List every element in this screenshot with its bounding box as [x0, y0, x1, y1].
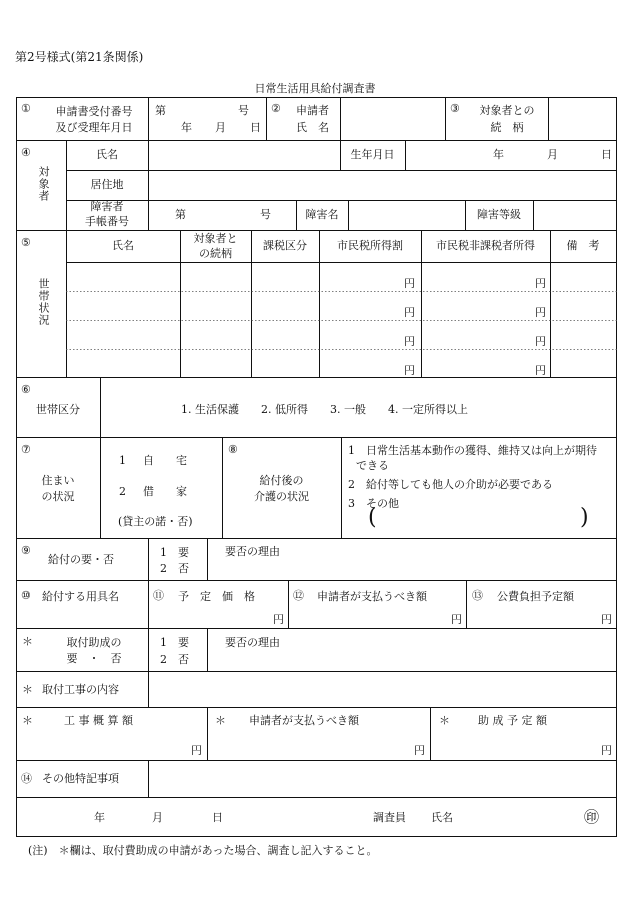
- grant-no: 2 否: [160, 562, 189, 575]
- applicant-payment-label: 申請者が支払うべき額: [317, 590, 427, 603]
- install-reason-label: 要否の理由: [225, 636, 280, 649]
- applicant-label: 申請者: [296, 104, 329, 117]
- relation-label-2: 続 柄: [490, 121, 524, 134]
- receipt-number-label: 申請書受付番号: [55, 105, 133, 118]
- housing-label: 住まい: [41, 474, 75, 487]
- investigator-label: 調査員: [373, 811, 406, 824]
- receipt-dai: 第: [155, 104, 166, 117]
- care-status-label: 給付後の: [259, 474, 304, 487]
- item-number-5: ⑤: [21, 236, 31, 249]
- footnote-label: (注): [28, 844, 48, 857]
- footnote: [28, 842, 377, 858]
- asterisk-mark: ＊: [22, 714, 33, 727]
- asterisk-mark: ＊: [439, 714, 450, 727]
- paren-close-icon: ): [580, 505, 589, 530]
- care-option-2: 2 給付等しても他人の介助が必要である: [348, 478, 553, 491]
- household-label: 世帯状況: [37, 278, 50, 326]
- item-number-4: ④: [21, 146, 31, 159]
- birth-day: 日: [601, 148, 612, 161]
- item-number-3: ③: [450, 102, 460, 115]
- item-number-11: ⑪: [153, 589, 164, 602]
- birthdate-label: 生年月日: [350, 148, 395, 161]
- survey-month: 月: [152, 811, 163, 824]
- yen-mark: 円: [601, 744, 612, 757]
- handbook-gou: 号: [260, 208, 271, 221]
- item-number-12: ⑫: [293, 589, 304, 602]
- footnote-text: ＊欄は、取付費助成の申請があった場合、調査し記入すること。: [58, 844, 378, 857]
- item-number-1: ①: [21, 102, 31, 115]
- grade-label: 障害等級: [477, 208, 521, 221]
- yen-mark: 円: [451, 613, 462, 626]
- grant-yes: 1 要: [160, 546, 189, 559]
- install-aid-label: 取付助成の: [66, 636, 122, 649]
- col-relation: 対象者と: [193, 232, 238, 245]
- landlord-consent: (貸主の諾・否): [118, 515, 193, 528]
- install-work-label: 取付工事の内容: [42, 683, 119, 696]
- col-name: 氏名: [112, 239, 134, 252]
- install-no: 2 否: [160, 653, 189, 666]
- col-remarks: 備 考: [566, 239, 600, 252]
- handbook-label: 障害者: [90, 200, 124, 213]
- item-number-6: ⑥: [21, 383, 31, 396]
- yen-mark: 円: [404, 364, 415, 377]
- asterisk-mark: ＊: [22, 635, 33, 648]
- planned-grant-label: 助 成 予 定 額: [478, 714, 547, 727]
- col-income-tax: 市民税所得割: [337, 239, 403, 252]
- yen-mark: 円: [535, 335, 546, 348]
- paren-open-icon: (: [368, 505, 377, 530]
- item-number-7: ⑦: [21, 443, 31, 456]
- yen-mark: 円: [535, 364, 546, 377]
- survey-day: 日: [212, 811, 223, 824]
- seal-icon: ㊞: [584, 808, 600, 826]
- item-number-14: ⑭: [21, 772, 32, 785]
- yen-mark: 円: [404, 277, 415, 290]
- public-burden-label: 公費負担予定額: [497, 590, 574, 603]
- address-label: 居住地: [90, 178, 124, 191]
- care-option-1-cont: できる: [356, 459, 389, 472]
- form-number: 第2号様式(第21条関係): [15, 50, 144, 64]
- care-option-3: 3 その他: [348, 497, 399, 510]
- survey-year: 年: [94, 811, 105, 824]
- handbook-dai: 第: [175, 208, 186, 221]
- receipt-date-label: 及び受理年月日: [55, 121, 133, 134]
- item-number-8: ⑧: [228, 443, 238, 456]
- install-aid-label-2: 要 ・ 否: [66, 652, 122, 665]
- receipt-month: 月: [215, 121, 226, 134]
- target-name-label: 氏名: [96, 148, 118, 161]
- yen-mark: 円: [191, 744, 202, 757]
- rented-house: 借 家: [143, 485, 187, 498]
- device-name-label: 給付する用具名: [42, 590, 119, 603]
- asterisk-mark: ＊: [22, 683, 33, 696]
- item-number-10: ⑩: [21, 589, 31, 602]
- estimated-cost-label: 工 事 概 算 額: [64, 714, 133, 727]
- yen-mark: 円: [601, 613, 612, 626]
- yen-mark: 円: [535, 306, 546, 319]
- investigator-name-label: 氏名: [431, 811, 453, 824]
- care-status-label-2: 介護の状況: [254, 490, 309, 503]
- receipt-year: 年: [181, 121, 192, 134]
- install-yes: 1 要: [160, 636, 189, 649]
- birth-month: 月: [547, 148, 558, 161]
- applicant-name-label: 氏 名: [296, 121, 329, 134]
- household-class-label: 世帯区分: [36, 403, 80, 416]
- col-nontaxable-income: 市民税非課税者所得: [436, 239, 535, 252]
- install-applicant-pay-label: 申請者が支払うべき額: [249, 714, 359, 727]
- target-person-label: 対象者: [37, 166, 50, 202]
- yen-mark: 円: [414, 744, 425, 757]
- yen-mark: 円: [535, 277, 546, 290]
- care-option-1: 1 日常生活基本動作の獲得、維持又は向上が期待: [348, 444, 597, 457]
- handbook-number-label: 手帳番号: [85, 215, 129, 228]
- item-number-9: ⑨: [21, 544, 31, 557]
- housing-label-2: の状況: [41, 490, 75, 503]
- yen-mark: 円: [273, 613, 284, 626]
- asterisk-mark: ＊: [215, 714, 226, 727]
- disability-label: 障害名: [305, 208, 339, 221]
- own-house-num: 1: [119, 454, 126, 467]
- birth-year: 年: [493, 148, 504, 161]
- grant-need-label: 給付の要・否: [48, 553, 114, 566]
- item-number-2: ②: [271, 102, 281, 115]
- col-tax-class: 課税区分: [263, 239, 307, 252]
- col-relation-2: の続柄: [199, 247, 232, 260]
- household-class-options: 1. 生活保護 2. 低所得 3. 一般 4. 一定所得以上: [181, 403, 468, 416]
- receipt-day: 日: [250, 121, 261, 134]
- item-number-13: ⑬: [472, 589, 483, 602]
- receipt-gou: 号: [238, 104, 249, 117]
- special-notes-label: その他特記事項: [42, 772, 119, 785]
- rented-house-num: 2: [119, 485, 126, 498]
- document-title: 日常生活用具給付調査書: [254, 82, 376, 95]
- relation-label: 対象者との: [479, 104, 535, 117]
- yen-mark: 円: [404, 306, 415, 319]
- own-house: 自 宅: [143, 454, 187, 467]
- planned-price-label: 予 定 価 格: [178, 590, 255, 603]
- yen-mark: 円: [404, 335, 415, 348]
- grant-reason-label: 要否の理由: [225, 545, 280, 558]
